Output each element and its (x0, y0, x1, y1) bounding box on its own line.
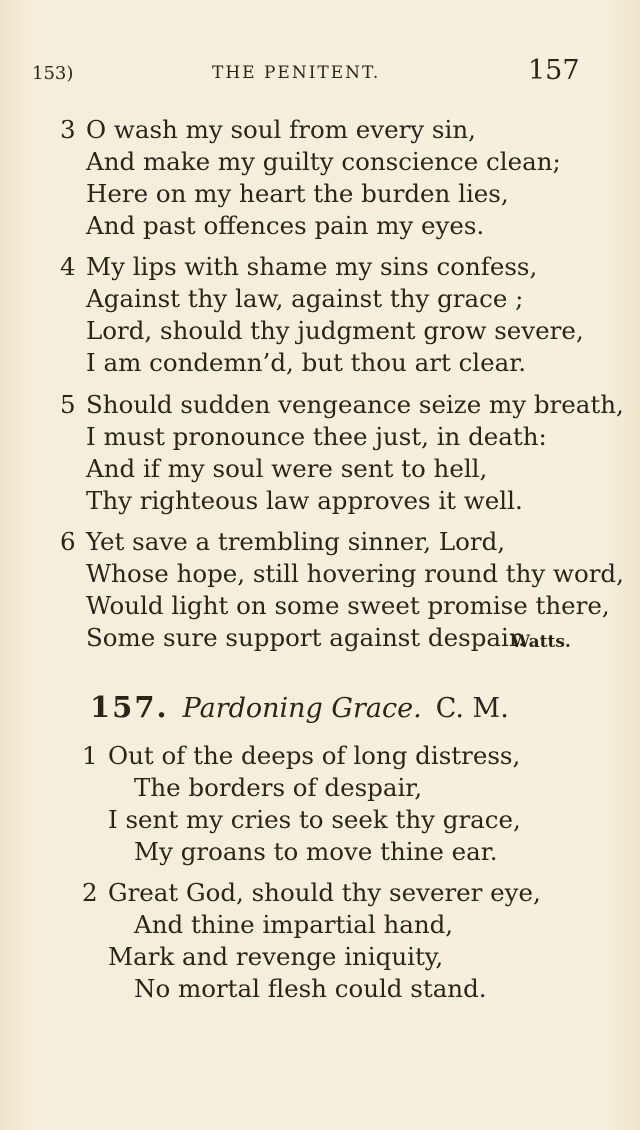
verse-line: Thy righteous law approves it well. (86, 486, 523, 515)
stanza-number: 6 (60, 527, 76, 556)
verse-line: Yet save a trembling sinner, Lord, (86, 527, 506, 556)
stanza-number: 3 (60, 115, 76, 144)
verse-line: I am condemn’d, but thou art clear. (86, 348, 527, 377)
header-section-title: THE PENITENT. (212, 63, 381, 83)
stanza-number: 4 (60, 252, 76, 281)
verse-line: Lord, should thy judgment grow severe, (86, 316, 584, 345)
stanza-number: 2 (82, 878, 98, 907)
verse-line: And if my soul were sent to hell, (86, 454, 488, 483)
verse-line: The borders of despair, (134, 773, 423, 802)
hymn-heading (90, 690, 610, 730)
verse-line: And make my guilty conscience clean; (86, 147, 561, 176)
verse-line: And thine impartial hand, (134, 910, 454, 939)
running-header (0, 55, 640, 95)
verse-line: And past offences pain my eyes. (86, 211, 485, 240)
stanza-number: 1 (82, 741, 98, 770)
header-hymn-range: 153) (32, 63, 74, 84)
verse-line: Out of the deeps of long distress, (108, 741, 521, 770)
hymn-number: 157. (90, 690, 169, 724)
verse-line: My lips with shame my sins confess, (86, 252, 538, 281)
verse-line: No mortal flesh could stand. (134, 974, 487, 1003)
verse-line: Whose hope, still hovering round thy word, (86, 559, 624, 588)
verse-line: Would light on some sweet promise there, (86, 591, 610, 620)
verse-line: O wash my soul from every sin, (86, 115, 476, 144)
verse-line: Against thy law, against thy grace ; (86, 284, 524, 313)
stanza-number: 5 (60, 390, 76, 419)
verse-line: Here on my heart the burden lies, (86, 179, 509, 208)
verse-line: Mark and revenge iniquity, (108, 942, 444, 971)
author-attribution: Watts. (511, 632, 571, 652)
hymn-meter: C. M. (435, 693, 509, 724)
verse-line: I must pronounce thee just, in death: (86, 422, 547, 451)
page-number: 157 (528, 55, 580, 86)
verse-line: Should sudden vengeance seize my breath, (86, 390, 624, 419)
verse-line: I sent my cries to seek thy grace, (108, 805, 521, 834)
verse-line: Some sure support against despair. (86, 623, 526, 652)
verse-line: Great God, should thy severer eye, (108, 878, 541, 907)
verse-line: My groans to move thine ear. (134, 837, 498, 866)
hymn-title: Pardoning Grace. (182, 693, 422, 724)
